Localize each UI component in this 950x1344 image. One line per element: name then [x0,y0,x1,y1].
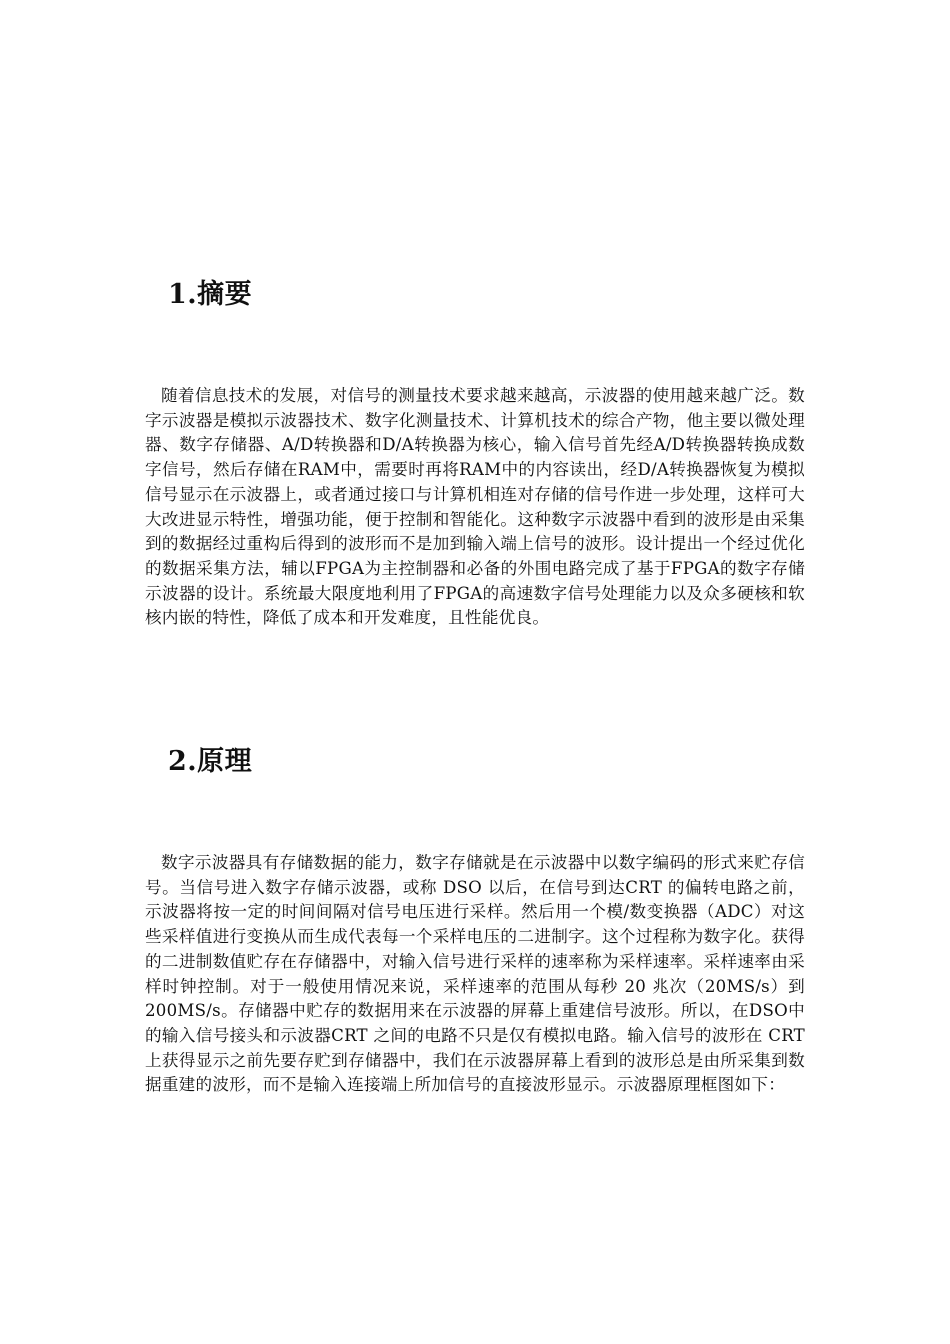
principle-paragraph: 数字示波器具有存储数据的能力，数字存储就是在示波器中以数字编码的形式来贮存信号。当信号进入数字存储示波器，或称 DSO 以后，在信号到达CRT 的偏转电路之前，示波器将按一定的时间间隔对信号电压进行采样。然后用一个模/数变换器（ADC）对这些采样值进行变换从而生成代表每一个采样电压的二进制字。这个过程称为数字化。获得的二进制数值贮存在存储器中，对输入信号进行采样的速率称为采样速率。采样速率由采样时钟控制。对于一般使用情况来说，采样速率的范围从每秒 20 兆次（20MS/s）到 200MS/s。存储器中贮存的数据用来在示波器的屏幕上重建信号波形。所以，在DSO中的输入信号接头和示波器CRT 之间的电路不只是仅有模拟电路。输入信号的波形在 CRT 上获得显示之前先要存贮到存储器中，我们在示波器屏幕上看到的波形总是由所采集到数据重建的波形，而不是输入连接端上所加信号的直接波形显示。示波器原理框图如下： [145,853,805,1095]
section-heading-abstract: 1.摘要 [168,279,253,310]
abstract-paragraph: 随着信息技术的发展，对信号的测量技术要求越来越高，示波器的使用越来越广泛。数字示波器是模拟示波器技术、数字化测量技术、计算机技术的综合产物，他主要以微处理器、数字存储器、A/D转换器和D/A转换器为核心，输入信号首先经A/D转换器转换成数字信号，然后存储在RAM中，需要时再将RAM中的内容读出，经D/A转换器恢复为模拟信号显示在示波器上，或者通过接口与计算机相连对存储的信号作进一步处理，这样可大大改进显示特性，增强功能，便于控制和智能化。这种数字示波器中看到的波形是由采集到的数据经过重构后得到的波形而不是加到输入端上信号的波形。设计提出一个经过优化的数据采集方法，辅以FPGA为主控制器和必备的外围电路完成了基于FPGA的数字存储示波器的设计。系统最大限度地利用了FPGA的高速数字信号处理能力以及众多硬核和软核内嵌的特性，降低了成本和开发难度，且性能优良。 [145,386,805,628]
section-heading-principle: 2.原理 [168,746,253,777]
